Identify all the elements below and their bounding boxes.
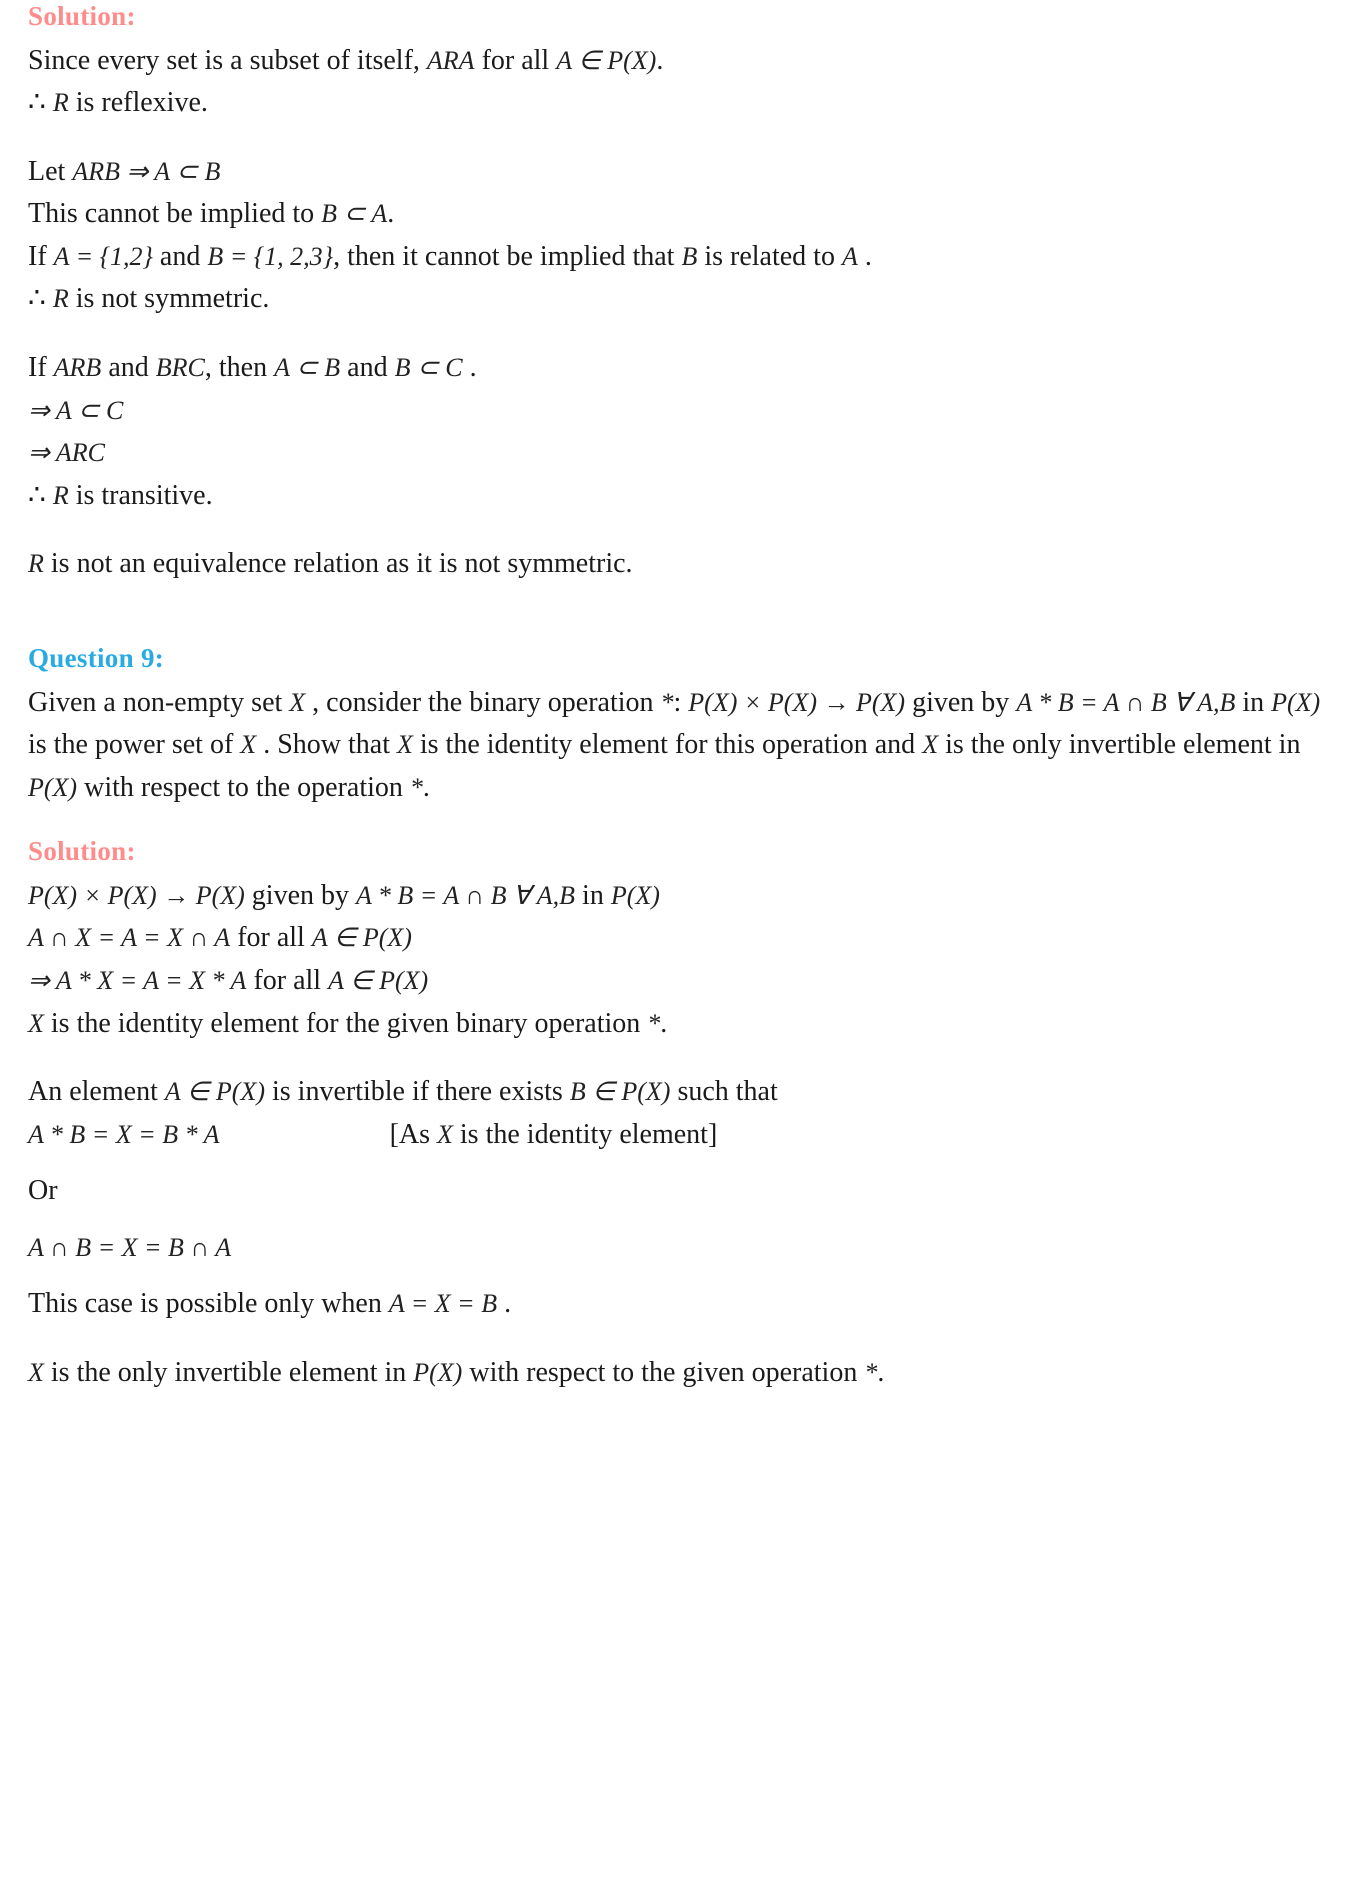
math-expression: *: [409, 772, 423, 802]
text-run: ∴: [28, 283, 53, 315]
math-expression: A ⊂ B: [274, 353, 341, 383]
text-run: Or: [28, 1175, 58, 1207]
math-expression: X: [28, 1008, 44, 1038]
spacer: [28, 1269, 1326, 1283]
text-run: and: [101, 352, 156, 384]
text-run: for all: [230, 922, 312, 954]
text-run: .: [462, 352, 477, 384]
math-expression: B = {1, 2,3}: [207, 241, 334, 271]
math-expression: P(X): [1271, 687, 1321, 717]
text-run: is not symmetric.: [68, 283, 270, 315]
text-run: This cannot be implied to: [28, 198, 322, 230]
text-run: .: [660, 1007, 668, 1039]
math-expression: B ⊂ A: [321, 199, 388, 229]
text-run: [As: [389, 1118, 438, 1150]
math-expression: ARA: [426, 45, 475, 75]
text-run: is related to: [697, 240, 842, 272]
text-run: .: [387, 198, 395, 230]
math-expression: X: [437, 1119, 453, 1149]
text-run: .: [656, 44, 664, 76]
text-run: is transitive.: [68, 479, 213, 511]
math-expression: A ∈ P(X): [311, 923, 412, 953]
text-run: for all: [246, 965, 329, 996]
math-expression: A ∩ B = X = B ∩ A: [28, 1232, 232, 1262]
spacer: [28, 517, 1326, 543]
text-line: [28, 82, 1326, 125]
math-expression: X: [396, 730, 413, 760]
text-run: is the identity element]: [452, 1118, 718, 1150]
text-line: [28, 682, 1326, 810]
text-line: [28, 1170, 1326, 1213]
text-run: If: [28, 240, 54, 272]
text-run: .: [877, 1356, 885, 1388]
spacer: [28, 125, 1326, 151]
text-run: is the power set of: [28, 729, 241, 761]
math-expression: A: [841, 241, 858, 271]
math-expression: A * B = X = B * A: [28, 1119, 220, 1149]
math-expression: A ∈ P(X): [556, 45, 657, 75]
math-expression: R: [52, 480, 69, 510]
text-run: is the only invertible element in: [43, 1356, 414, 1388]
text-run: , consider the binary operation: [305, 686, 661, 718]
text-line: [28, 875, 1326, 918]
math-expression: ⇒ A ⊂ C: [28, 395, 124, 425]
text-run: is invertible if there exists: [264, 1076, 570, 1108]
solution-heading: Solution:: [28, 1, 136, 31]
text-run: Given a non-empty set: [28, 686, 290, 718]
text-run: , then it cannot be implied that: [333, 240, 682, 272]
math-expression: A = X = B: [388, 1289, 498, 1319]
solution-heading: Solution:: [28, 836, 136, 867]
text-line: [28, 917, 1326, 960]
text-run: This case is possible only when: [28, 1288, 389, 1320]
text-run: ∴: [28, 87, 53, 119]
math-expression: A * B = A ∩ B ∀ A,B: [356, 880, 576, 910]
text-line: [28, 40, 1326, 83]
text-line: [28, 151, 1326, 194]
text-run: in: [1235, 686, 1272, 718]
math-expression: X: [922, 730, 939, 760]
text-run: given by: [905, 686, 1017, 718]
math-expression: B ∈ P(X): [569, 1077, 671, 1107]
math-expression: R: [52, 88, 69, 118]
text-run: given by: [244, 879, 357, 911]
question-heading: Question 9:: [28, 642, 165, 673]
text-run: is the identity element for the given binary operation: [43, 1007, 648, 1039]
text-line: [28, 1352, 1326, 1395]
text-run: , then: [204, 352, 275, 384]
math-expression: BRC: [155, 353, 205, 383]
math-expression: P(X): [28, 772, 78, 802]
math-expression: R: [28, 549, 44, 579]
text-run: is the only invertible element in: [938, 729, 1301, 761]
math-expression: ARB ⇒ A ⊂ B: [72, 156, 221, 186]
text-run: An element: [28, 1076, 165, 1108]
math-expression: X: [240, 730, 257, 760]
math-expression: ⇒ A * X = A = X * A: [28, 966, 247, 995]
text-run: for all: [474, 44, 557, 76]
math-expression: A = {1,2}: [53, 241, 153, 271]
text-line: [28, 432, 1326, 475]
section-spacer: [28, 586, 1326, 642]
math-expression: ⇒ ARC: [28, 438, 105, 468]
text-run: such that: [670, 1076, 778, 1108]
math-expression: B: [681, 241, 698, 271]
text-run: in: [575, 879, 611, 911]
text-line: [28, 475, 1326, 518]
text-run: .: [497, 1288, 512, 1320]
math-expression: A ∈ P(X): [328, 966, 429, 995]
math-expression: A ∈ P(X): [164, 1077, 265, 1107]
text-line: [28, 1071, 1326, 1114]
text-run: . Show that: [256, 729, 397, 761]
spacer: [28, 1045, 1326, 1071]
math-expression: *: [864, 1357, 878, 1387]
spacer: [28, 1156, 1326, 1170]
text-line: [28, 236, 1326, 279]
math-expression: *: [660, 687, 674, 717]
spacer: [28, 1213, 1326, 1227]
text-run: If: [28, 352, 54, 384]
text-run: with respect to the operation: [77, 771, 410, 803]
text-line: [28, 543, 1326, 586]
math-expression: B ⊂ C: [394, 353, 463, 383]
text-run: is reflexive.: [68, 87, 208, 119]
text-line: [28, 193, 1326, 236]
spacer: [28, 321, 1326, 347]
math-expression: P(X) × P(X) → P(X): [28, 880, 245, 910]
math-expression: A ∩ X = A = X ∩ A: [28, 923, 231, 953]
text-line: [28, 1114, 1326, 1157]
text-run: Let: [28, 155, 73, 187]
text-line: [28, 278, 1326, 321]
math-expression: P(X): [610, 880, 660, 910]
text-run: ∴: [28, 479, 53, 511]
text-run: Since every set is a subset of itself,: [28, 44, 427, 76]
math-expression: *: [647, 1008, 661, 1038]
math-expression: X: [28, 1357, 44, 1387]
section-spacer: [28, 809, 1326, 835]
text-run: .: [857, 240, 872, 272]
text-line: [28, 390, 1326, 433]
text-line: [28, 347, 1326, 390]
text-run: is not an equivalence relation as it is not symmetric.: [43, 548, 633, 580]
text-run: :: [673, 686, 689, 718]
math-expression: P(X): [413, 1357, 463, 1387]
math-expression: P(X) × P(X) → P(X): [688, 687, 906, 717]
text-run: and: [152, 240, 208, 272]
document-content: [28, 0, 1326, 1394]
text-run: is the identity element for this operation and: [412, 729, 923, 761]
text-line: [28, 960, 1326, 1003]
math-expression: R: [52, 284, 69, 314]
spacer: [28, 1326, 1326, 1352]
text-run: .: [422, 771, 430, 803]
math-expression: X: [289, 687, 306, 717]
text-run: with respect to the given operation: [462, 1356, 865, 1388]
text-run: and: [340, 352, 395, 384]
math-expression: ARB: [53, 353, 102, 383]
math-expression: A * B = A ∩ B ∀ A,B: [1016, 687, 1236, 717]
text-line: [28, 1283, 1326, 1326]
text-line: [28, 1003, 1326, 1046]
text-line: [28, 1227, 1326, 1270]
